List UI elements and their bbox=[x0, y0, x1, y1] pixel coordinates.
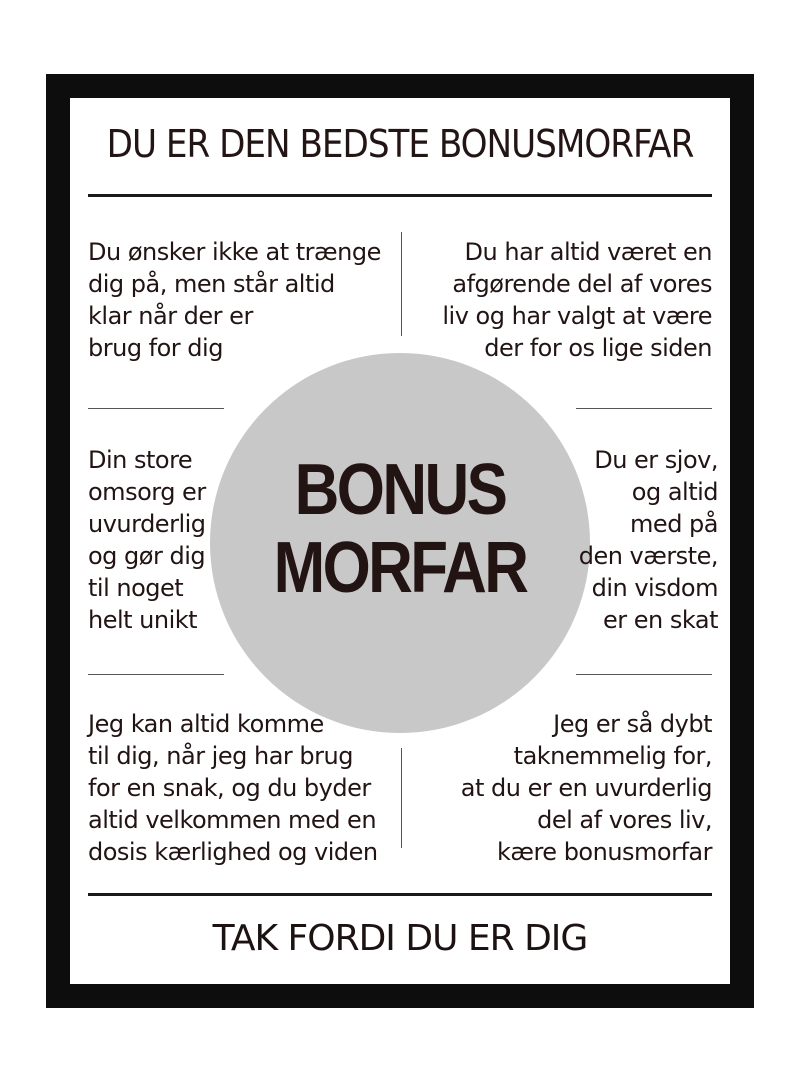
bottom-left-line-1: Jeg kan altid komme bbox=[88, 710, 324, 738]
bottom-right-line-5: kære bonusmorfar bbox=[497, 838, 712, 866]
mid-right-line-1: Du er sjov, bbox=[594, 446, 718, 474]
bottom-right-line-4: del af vores liv, bbox=[537, 806, 712, 834]
poster-title: DU ER DEN BEDSTE BONUSMORFAR bbox=[106, 122, 694, 166]
mid-right-line-5: din visdom bbox=[591, 574, 718, 602]
bottom-left-line-2: til dig, når jeg har brug bbox=[88, 742, 353, 770]
bottom-right-line-2: taknemmelig for, bbox=[513, 742, 712, 770]
mid-right-line-6: er en skat bbox=[603, 606, 718, 634]
mid-left-line-3: uvurderlig bbox=[88, 510, 206, 538]
top-right-line-4: der for os lige siden bbox=[484, 334, 712, 362]
top-vertical-divider bbox=[401, 232, 402, 336]
bottom-right-line-3: at du er en uvurderlig bbox=[460, 774, 712, 802]
divider-mid-left-top bbox=[88, 408, 224, 409]
mid-right-line-4: den værste, bbox=[578, 542, 718, 570]
bottom-vertical-divider bbox=[401, 748, 402, 848]
top-left-line-3: klar når der er bbox=[88, 302, 253, 330]
bottom-left-line-5: dosis kærlighed og viden bbox=[88, 838, 378, 866]
bottom-divider bbox=[88, 893, 712, 896]
top-divider bbox=[88, 194, 712, 197]
top-right-line-3: liv og har valgt at være bbox=[442, 302, 712, 330]
divider-mid-right-top bbox=[576, 408, 712, 409]
divider-mid-left-bottom bbox=[88, 674, 224, 675]
bottom-left-line-3: for en snak, og du byder bbox=[88, 774, 371, 802]
bottom-right-line-1: Jeg er så dybt bbox=[553, 710, 712, 738]
bottom-left-line-4: altid velkommen med en bbox=[88, 806, 377, 834]
mid-left-line-2: omsorg er bbox=[88, 478, 206, 506]
mid-left-line-5: til noget bbox=[88, 574, 184, 602]
top-right-line-1: Du har altid været en bbox=[464, 238, 712, 266]
top-left-line-4: brug for dig bbox=[88, 334, 223, 362]
top-right-line-2: afgørende del af vores bbox=[452, 270, 712, 298]
mid-right-line-3: med på bbox=[630, 510, 718, 538]
divider-mid-right-bottom bbox=[576, 674, 712, 675]
mid-right-line-2: og altid bbox=[631, 478, 718, 506]
top-left-line-1: Du ønsker ikke at trænge bbox=[88, 238, 381, 266]
poster-footer: TAK FORDI DU ER DIG bbox=[212, 918, 588, 959]
mid-left-line-1: Din store bbox=[88, 446, 193, 474]
mid-left-line-6: helt unikt bbox=[88, 606, 198, 634]
center-word-morfar: MORFAR bbox=[273, 528, 527, 608]
mid-left-line-4: og gør dig bbox=[88, 542, 206, 570]
poster bbox=[70, 98, 730, 984]
top-left-line-2: dig på, men står altid bbox=[88, 270, 335, 298]
center-word-bonus: BONUS bbox=[294, 450, 506, 530]
